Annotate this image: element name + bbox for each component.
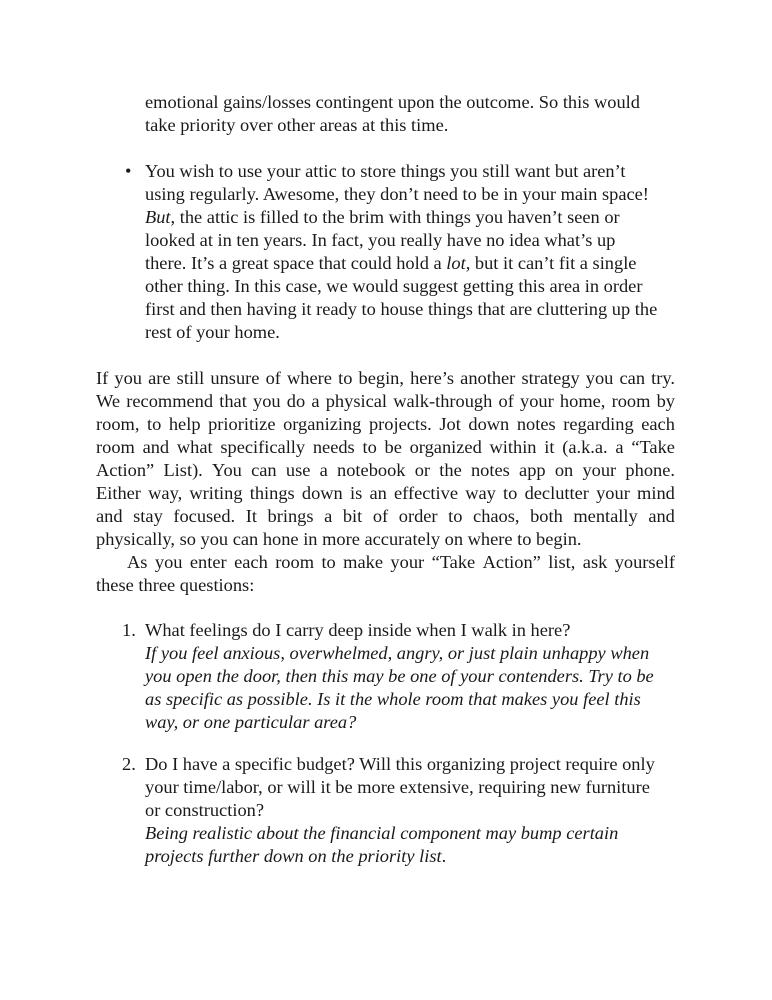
note-line: If you feel anxious, overwhelmed, angry, or just plain unhappy when [145, 643, 650, 663]
question-line: or construction? [145, 800, 264, 820]
text-line: rest of your home. [145, 322, 280, 342]
text-span: , the attic is filled to the brim with things you haven’t seen or [170, 207, 620, 227]
paragraph-line: these three questions: [96, 575, 255, 595]
paragraph-line: room, to help prioritize organizing projects. Jot down notes regarding each [96, 414, 675, 434]
question-line: your time/labor, or will it be more extensive, requiring new furniture [145, 777, 650, 797]
note-line: way, or one particular area? [145, 712, 357, 732]
paragraph-line: We recommend that you do a physical walk-through of your home, room by [96, 391, 675, 411]
paragraph-line: Either way, writing things down is an effective way to declutter your mind [96, 483, 675, 503]
text-line: other thing. In this case, we would suggest getting this area in order [145, 276, 643, 296]
text-line: first and then having it ready to house things that are cluttering up the [145, 299, 658, 319]
emphasis-text: lot [446, 253, 466, 273]
paragraph-line: and stay focused. It brings a bit of order to chaos, both mentally and [96, 506, 675, 526]
note-line: as specific as possible. Is it the whole room that makes you feel this [145, 689, 641, 709]
period: . [441, 846, 447, 866]
bullet-marker: • [125, 161, 132, 181]
note-text: projects further down on the priority list [145, 846, 442, 866]
list-number: 2. [122, 754, 136, 774]
text-line: looked at in ten years. In fact, you really have no idea what’s up [145, 230, 616, 250]
paragraph-line: As you enter each room to make your “Take Action” list, ask yourself [127, 552, 675, 572]
paragraph-line: If you are still unsure of where to begin, here’s another strategy you can try. [96, 368, 675, 388]
question-line: What feelings do I carry deep inside when I walk in here? [145, 620, 571, 640]
question-line: Do I have a specific budget? Will this organizing project require only [145, 754, 655, 774]
paragraph-line: Action” List). You can use a notebook or the notes app on your phone. [96, 460, 675, 480]
note-line [145, 845, 446, 868]
text-span: there. It’s a great space that could hold a [145, 253, 447, 273]
paragraph-line: room and what specifically needs to be organized within it (a.k.a. a “Take [96, 437, 675, 457]
paragraph-line: physically, so you can hone in more accurately on where to begin. [96, 529, 582, 549]
text-line: take priority over other areas at this time. [145, 115, 449, 135]
note-line: Being realistic about the financial component may bump certain [145, 823, 619, 843]
text-line: emotional gains/losses contingent upon the outcome. So this would [145, 92, 640, 112]
text-line: using regularly. Awesome, they don’t need to be in your main space! [145, 184, 649, 204]
text-line [145, 206, 620, 229]
text-line [145, 252, 636, 275]
emphasis-text: But [145, 207, 171, 227]
text-line: You wish to use your attic to store things you still want but aren’t [145, 161, 626, 181]
list-number: 1. [122, 620, 136, 640]
note-line: you open the door, then this may be one of your contenders. Try to be [145, 666, 654, 686]
text-span: , but it can’t fit a single [465, 253, 637, 273]
